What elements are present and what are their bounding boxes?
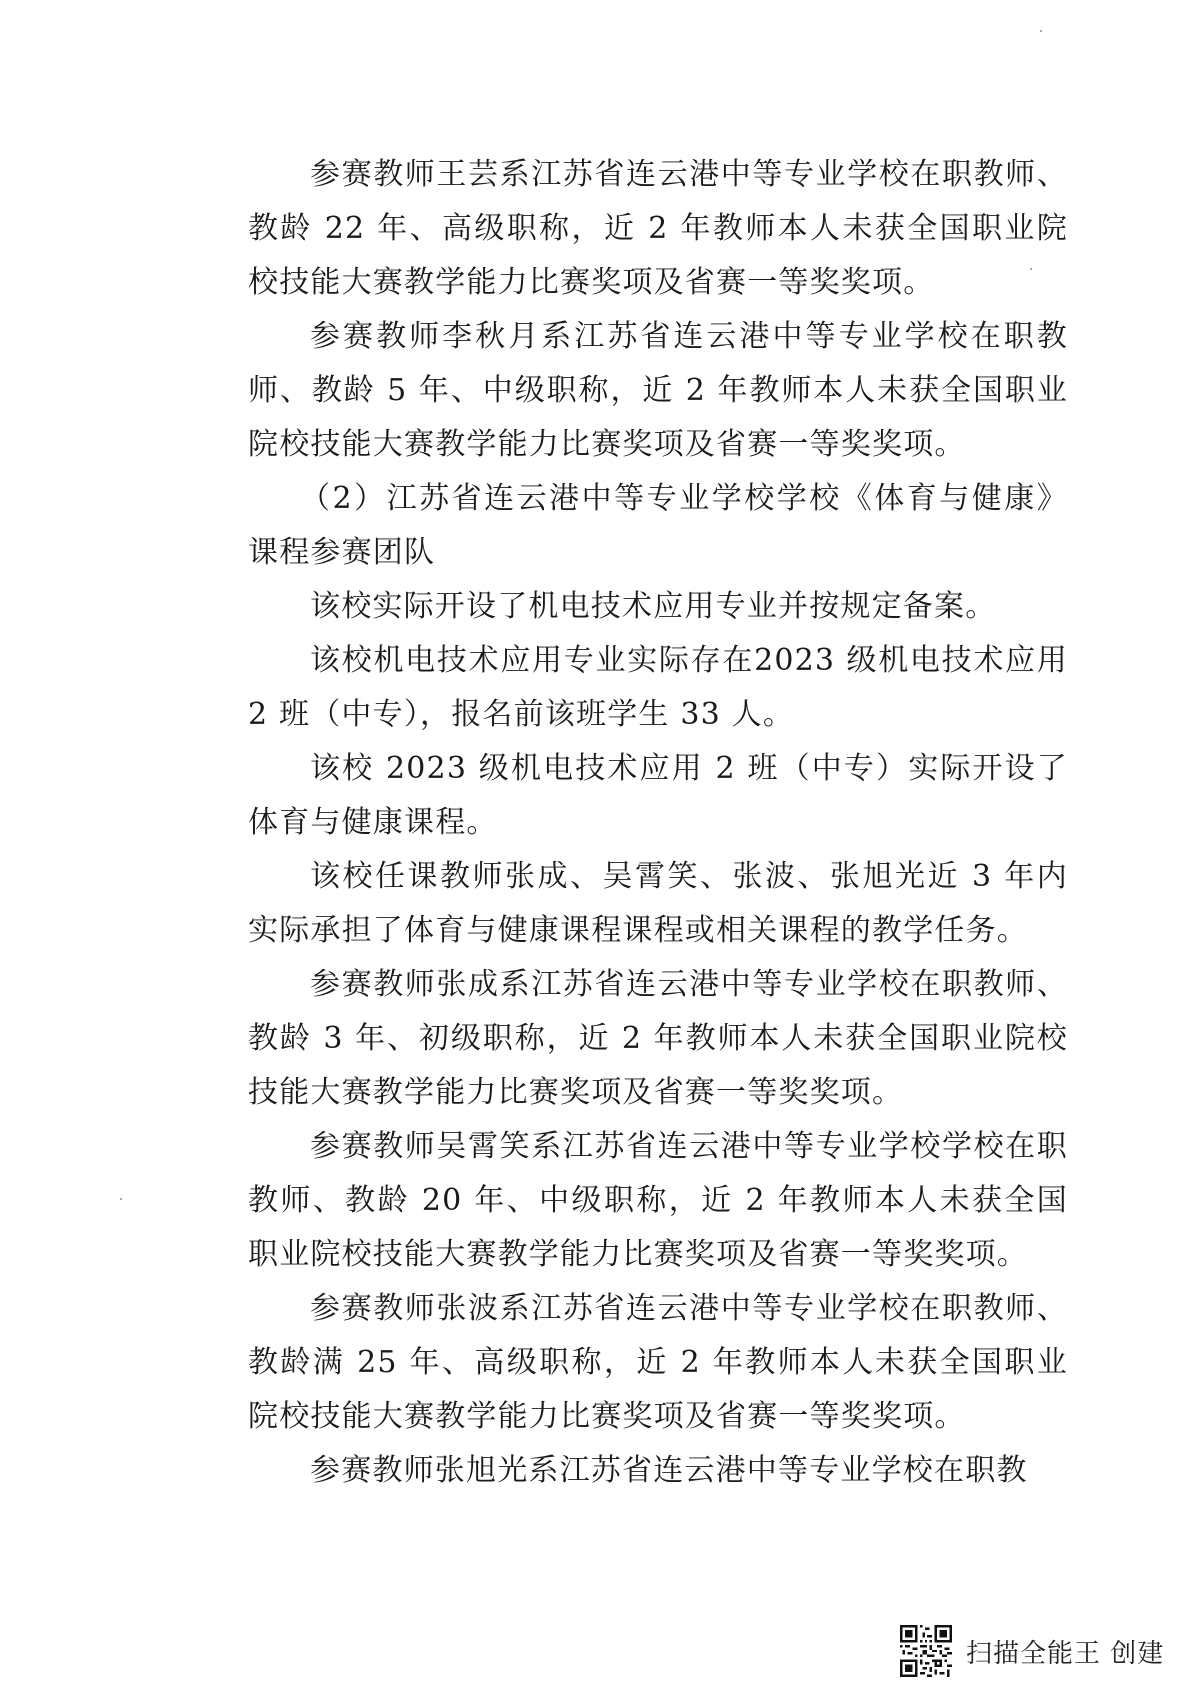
paragraph-teacher-zhang-bo: 参赛教师张波系江苏省连云港中等专业学校在职教师、教龄满 25 年、高级职称，近 2 年教师本人未获全国职业院校技能大赛教学能力比赛奖项及省赛一等奖奖项。 [248,1291,1068,1434]
document-body [248,148,1068,1498]
paragraph-section-heading-2: （2）江苏省连云港中等专业学校学校《体育与健康》课程参赛团队 [248,481,1068,570]
paragraph-teacher-wu-xiaoxiao: 参赛教师吴霄笑系江苏省连云港中等专业学校学校在职教师、教龄 20 年、中级职称，近 2 年教师本人未获全国职业院校技能大赛教学能力比赛奖项及省赛一等奖奖项。 [248,1129,1068,1272]
paragraph-major-filing: 该校实际开设了机电技术应用专业并按规定备案。 [310,589,997,624]
paragraph-class-enrollment: 该校机电技术应用专业实际存在2023 级机电技术应用 2 班（中专），报名前该班学生 33 人。 [248,643,1068,732]
paragraph-teacher-zhang-cheng: 参赛教师张成系江苏省连云港中等专业学校在职教师、教龄 3 年、初级职称，近 2 年教师本人未获全国职业院校技能大赛教学能力比赛奖项及省赛一等奖奖项。 [248,967,1068,1110]
paragraph-teaching-staff: 该校任课教师张成、吴霄笑、张波、张旭光近 3 年内实际承担了体育与健康课程课程或相关课程的教学任务。 [248,859,1068,948]
scan-speck [120,1198,122,1200]
watermark-label: 扫描全能王 创建 [966,1638,1165,1669]
scanner-watermark [900,1622,1164,1680]
paragraph-course-offered: 该校 2023 级机电技术应用 2 班（中专）实际开设了体育与健康课程。 [248,751,1068,840]
qr-code-icon [900,1625,952,1677]
scan-speck [1040,30,1042,32]
paragraph-teacher-zhang-xuguang: 参赛教师张旭光系江苏省连云港中等专业学校在职教 [310,1453,1028,1488]
paragraph-teacher-li-qiuyue: 参赛教师李秋月系江苏省连云港中等专业学校在职教师、教龄 5 年、中级职称，近 2 年教师本人未获全国职业院校技能大赛教学能力比赛奖项及省赛一等奖奖项。 [248,319,1068,462]
paragraph-teacher-wang-yun: 参赛教师王芸系江苏省连云港中等专业学校在职教师、教龄 22 年、高级职称，近 2 年教师本人未获全国职业院校技能大赛教学能力比赛奖项及省赛一等奖奖项。 [248,157,1068,300]
